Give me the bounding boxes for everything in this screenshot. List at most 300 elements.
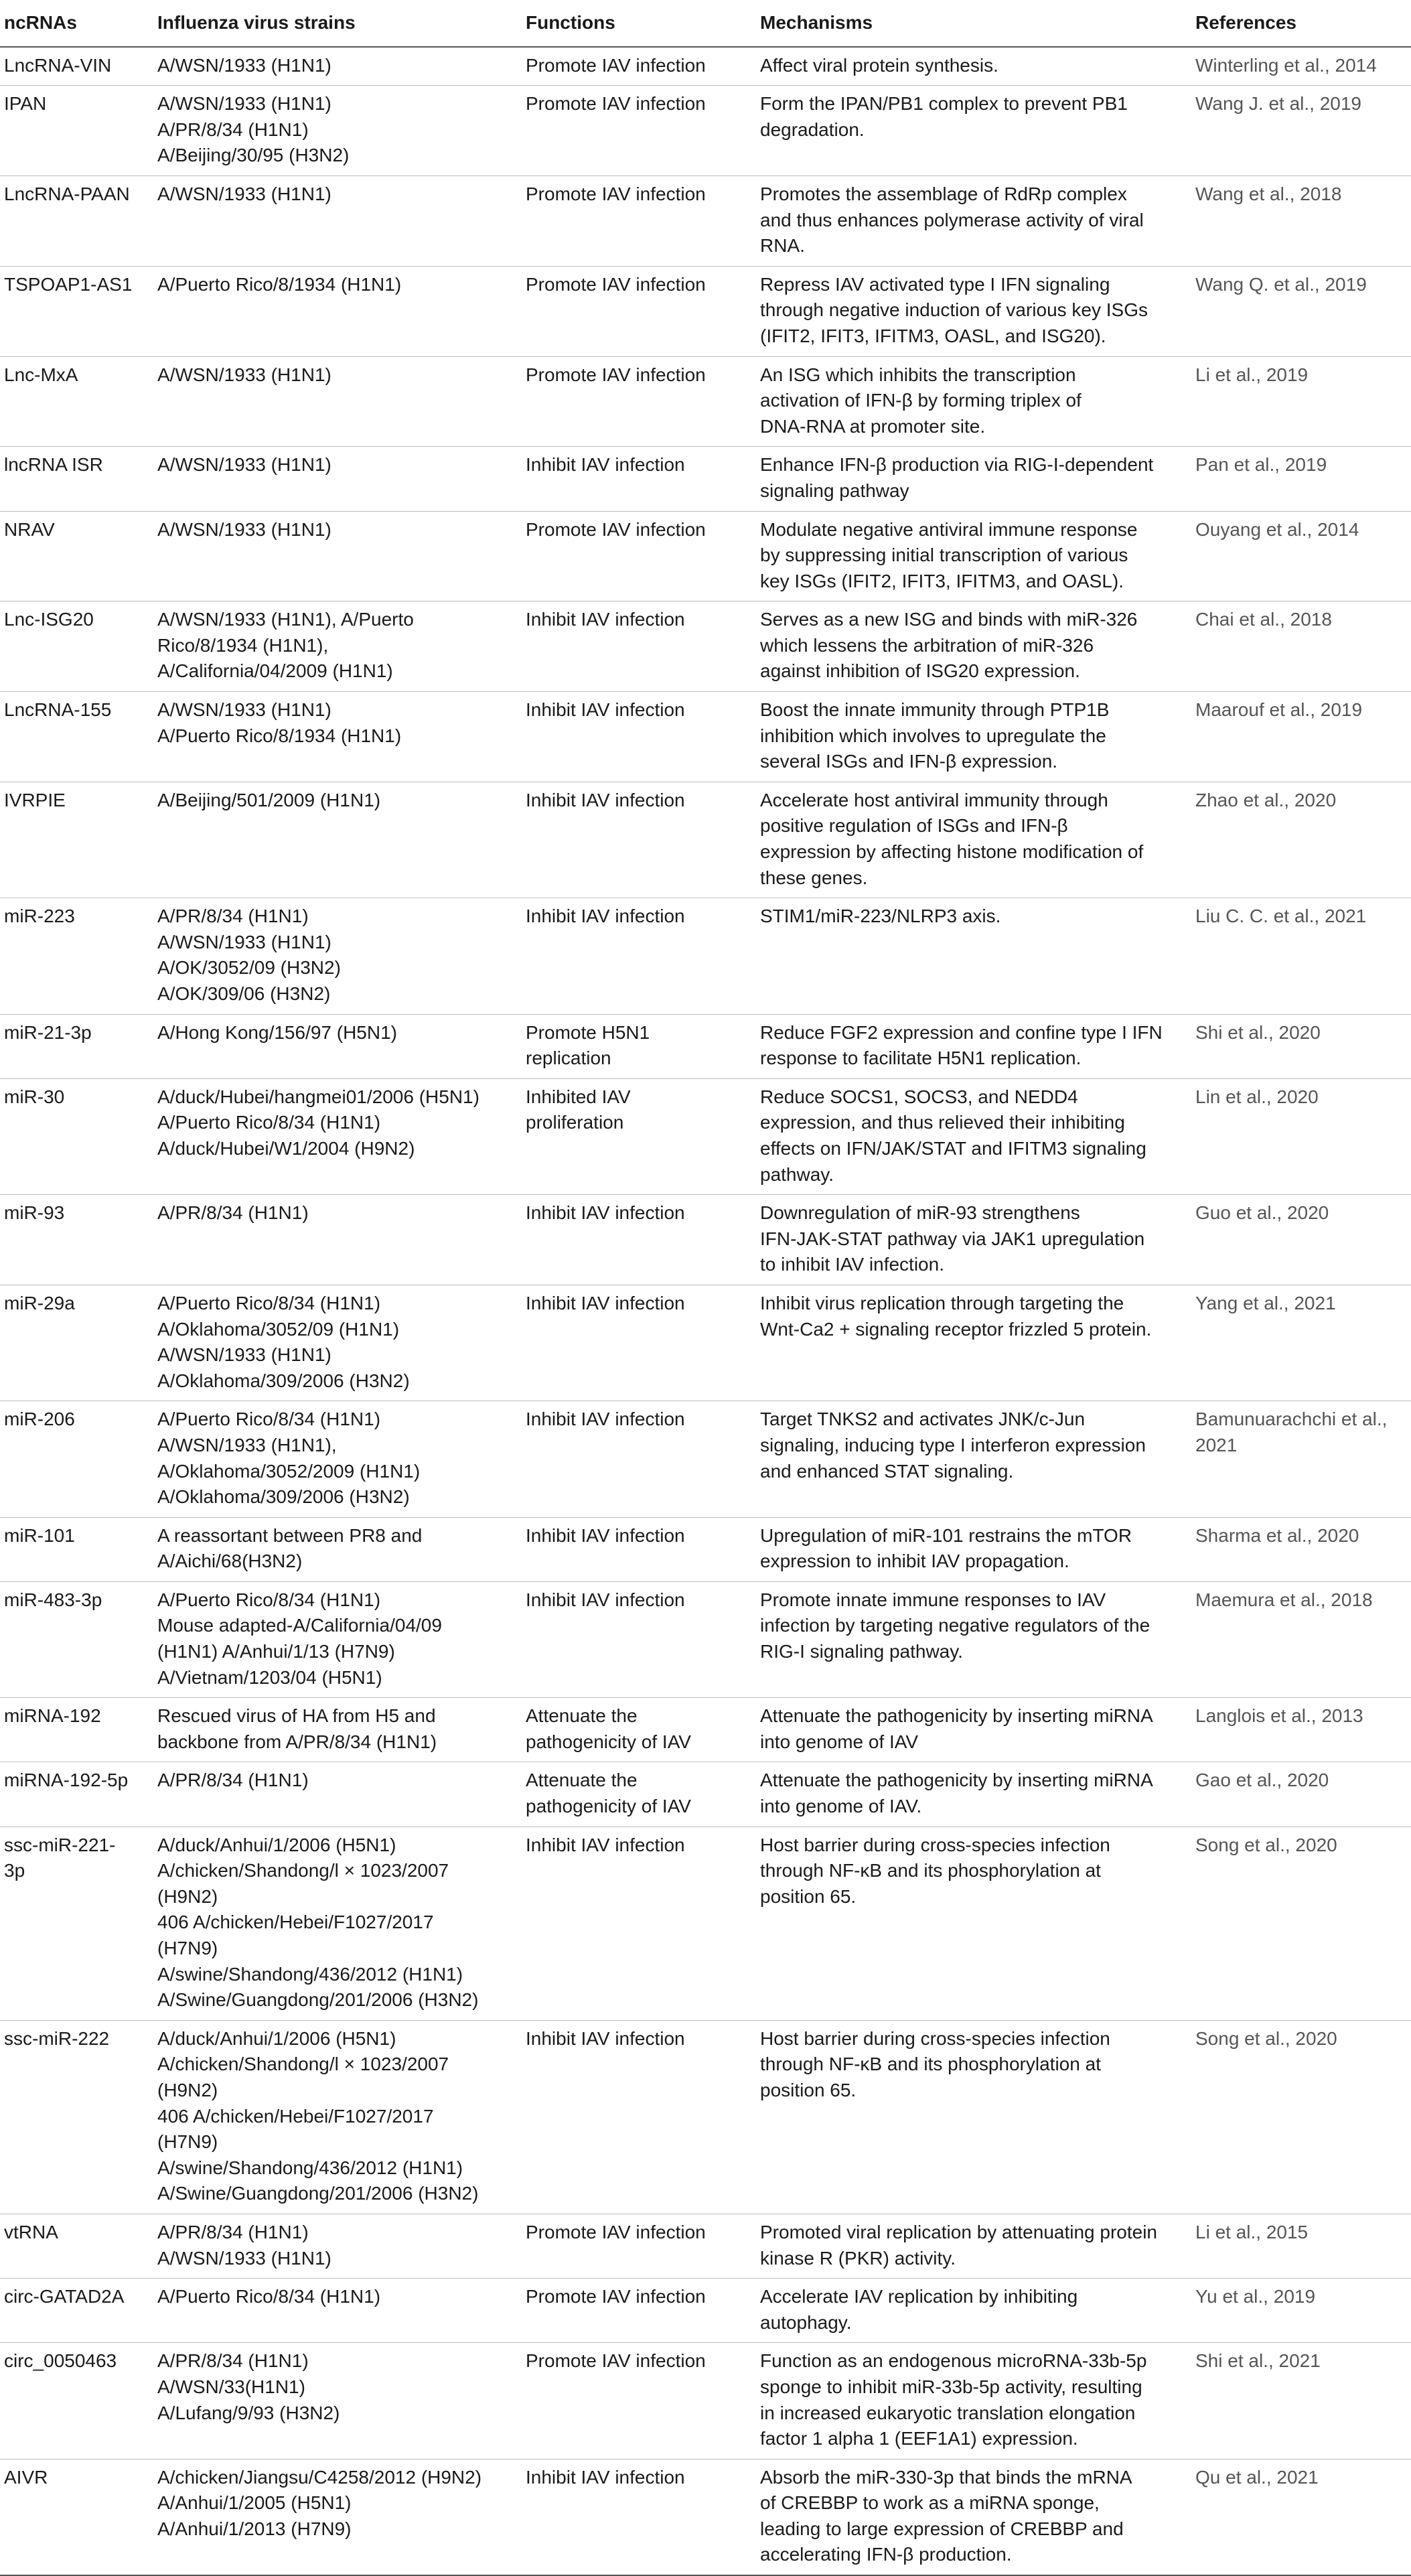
function-cell xyxy=(526,47,760,86)
mechanism-cell xyxy=(760,782,1195,898)
ncrna-cell xyxy=(0,1698,157,1762)
mechanism-line: Inhibit virus replication through targeting the xyxy=(760,1292,1124,1313)
reference-cell xyxy=(1195,1827,1411,2020)
strains-line: A/WSN/1933 (H1N1) xyxy=(157,699,331,721)
mechanism-line: into genome of IAV. xyxy=(760,1796,922,1817)
reference-cell xyxy=(1195,898,1411,1014)
reference-line: Maarouf et al., 2019 xyxy=(1195,699,1363,721)
ncrna-line: miRNA-192 xyxy=(4,1705,101,1727)
strains-cell xyxy=(157,1581,526,1697)
strains-line: A/PR/8/34 (H1N1) xyxy=(157,2221,309,2242)
reference-line: Bamunuarachchi et al., xyxy=(1195,1409,1388,1430)
strains-cell xyxy=(157,511,526,601)
ncrna-line: lncRNA ISR xyxy=(4,454,103,476)
function-cell xyxy=(526,601,760,692)
strains-line: A/WSN/1933 (H1N1), xyxy=(157,1434,337,1455)
function-cell xyxy=(526,1401,760,1517)
ncrna-line: miRNA-192-5p xyxy=(4,1770,129,1791)
mechanism-line: accelerating IFN-β production. xyxy=(760,2544,1012,2565)
ncrna-cell xyxy=(0,692,157,782)
ncrna-cell xyxy=(0,1078,157,1194)
ncrna-line: ssc-miR-221- xyxy=(4,1834,116,1855)
reference-line: Yu et al., 2019 xyxy=(1195,2286,1316,2307)
table-row xyxy=(0,356,1411,447)
strains-line: (H9N2) xyxy=(157,1885,218,1907)
reference-line: Lin et al., 2020 xyxy=(1195,1086,1319,1107)
strains-line: A/duck/Hubei/hangmei01/2006 (H5N1) xyxy=(157,1086,479,1107)
strains-line: A/Lufang/9/93 (H3N2) xyxy=(157,2402,340,2423)
mechanism-line: through NF-κB and its phosphorylation at xyxy=(760,1860,1101,1881)
function-line: Inhibited IAV xyxy=(526,1086,631,1107)
mechanism-line: Enhance IFN-β production via RIG-I-dependent xyxy=(760,454,1154,476)
strains-line: (H1N1) A/Anhui/1/13 (H7N9) xyxy=(157,1641,395,1662)
strains-line: A/WSN/1933 (H1N1) xyxy=(157,2247,331,2269)
reference-cell xyxy=(1195,447,1411,511)
strains-line: A/California/04/2009 (H1N1) xyxy=(157,660,393,682)
strains-line: A/Anhui/1/2005 (H5N1) xyxy=(157,2492,352,2514)
reference-cell xyxy=(1195,47,1411,86)
table-row xyxy=(0,266,1411,356)
mechanism-line: several ISGs and IFN-β expression. xyxy=(760,751,1058,772)
ncrna-line: vtRNA xyxy=(4,2221,58,2242)
function-line: Promote IAV infection xyxy=(526,518,706,540)
header-ncrnas: ncRNAs xyxy=(0,5,157,47)
function-cell xyxy=(526,1581,760,1697)
function-line: Inhibit IAV infection xyxy=(526,1409,685,1430)
reference-line: Shi et al., 2020 xyxy=(1195,1021,1321,1043)
mechanism-line: Absorb the miR-330-3p that binds the mRNA xyxy=(760,2466,1132,2488)
strains-cell xyxy=(157,1401,526,1517)
function-cell xyxy=(526,1014,760,1078)
function-line: Promote IAV infection xyxy=(526,2221,706,2242)
ncrna-line: Lnc-ISG20 xyxy=(4,609,94,630)
function-cell xyxy=(526,266,760,356)
mechanism-line: factor 1 alpha 1 (EEF1A1) expression. xyxy=(760,2428,1078,2449)
mechanism-line: signaling pathway xyxy=(760,480,909,501)
reference-line: 2021 xyxy=(1195,1434,1238,1455)
ncrna-line: NRAV xyxy=(4,518,55,540)
mechanism-line: RIG-I signaling pathway. xyxy=(760,1641,963,1662)
reference-cell xyxy=(1195,266,1411,356)
mechanism-line: Wnt-Ca2 + signaling receptor frizzled 5 protein. xyxy=(760,1318,1152,1340)
strains-line: Mouse adapted-A/California/04/09 xyxy=(157,1615,442,1636)
reference-line: Chai et al., 2018 xyxy=(1195,609,1332,630)
strains-line: A/duck/Anhui/1/2006 (H5N1) xyxy=(157,2027,396,2049)
function-line: Promote IAV infection xyxy=(526,364,706,385)
mechanism-line: activation of IFN-β by forming triplex of xyxy=(760,390,1082,411)
strains-line: A/Aichi/68(H3N2) xyxy=(157,1551,303,1572)
reference-line: Ouyang et al., 2014 xyxy=(1195,518,1359,540)
mechanism-cell xyxy=(760,1285,1195,1401)
reference-line: Liu C. C. et al., 2021 xyxy=(1195,906,1367,927)
mechanism-line: by suppressing initial transcription of various xyxy=(760,545,1128,566)
mechanism-line: An ISG which inhibits the transcription xyxy=(760,364,1076,385)
mechanism-line: Promoted viral replication by attenuating protein xyxy=(760,2221,1158,2242)
mechanism-line: positive regulation of ISGs and IFN-β xyxy=(760,815,1068,837)
strains-cell xyxy=(157,1762,526,1827)
function-cell xyxy=(526,1285,760,1401)
reference-cell xyxy=(1195,1014,1411,1078)
ncrna-cell xyxy=(0,2214,157,2278)
reference-cell xyxy=(1195,1078,1411,1194)
table-row xyxy=(0,1517,1411,1581)
strains-line: 406 A/chicken/Hebei/F1027/2017 xyxy=(157,2105,434,2127)
reference-cell xyxy=(1195,2020,1411,2214)
mechanism-cell xyxy=(760,1827,1195,2020)
reference-cell xyxy=(1195,2343,1411,2459)
reference-line: Sharma et al., 2020 xyxy=(1195,1524,1359,1546)
reference-line: Song et al., 2020 xyxy=(1195,1834,1337,1855)
ncrna-line: miR-223 xyxy=(4,906,75,927)
function-cell xyxy=(526,356,760,447)
mechanism-line: and thus enhances polymerase activity of viral xyxy=(760,209,1144,230)
table-row xyxy=(0,1401,1411,1517)
mechanism-line: Attenuate the pathogenicity by inserting miRNA xyxy=(760,1705,1153,1727)
ncrna-cell xyxy=(0,266,157,356)
strains-cell xyxy=(157,1827,526,2020)
mechanism-line: and enhanced STAT signaling. xyxy=(760,1460,1014,1482)
strains-cell xyxy=(157,692,526,782)
strains-cell xyxy=(157,86,526,176)
function-line: Inhibit IAV infection xyxy=(526,609,685,630)
mechanism-line: Reduce SOCS1, SOCS3, and NEDD4 xyxy=(760,1086,1078,1107)
strains-line: A/WSN/1933 (H1N1) xyxy=(157,183,331,204)
table-row xyxy=(0,898,1411,1014)
ncrna-line: LncRNA-PAAN xyxy=(4,183,130,204)
function-cell xyxy=(526,1517,760,1581)
header-functions: Functions xyxy=(526,5,760,47)
function-line: Inhibit IAV infection xyxy=(526,454,685,476)
strains-line: A/Oklahoma/309/2006 (H3N2) xyxy=(157,1370,410,1391)
mechanism-cell xyxy=(760,1762,1195,1827)
mechanism-line: Affect viral protein synthesis. xyxy=(760,54,998,76)
reference-line: Pan et al., 2019 xyxy=(1195,454,1327,476)
strains-line: A/WSN/1933 (H1N1), A/Puerto xyxy=(157,609,414,630)
strains-line: A/Beijing/30/95 (H3N2) xyxy=(157,145,350,166)
function-cell xyxy=(526,1827,760,2020)
reference-cell xyxy=(1195,692,1411,782)
ncrna-cell xyxy=(0,175,157,266)
reference-cell xyxy=(1195,175,1411,266)
mechanism-line: expression, and thus relieved their inhibiting xyxy=(760,1112,1125,1133)
mechanism-line: Downregulation of miR-93 strengthens xyxy=(760,1202,1080,1224)
reference-line: Shi et al., 2021 xyxy=(1195,2350,1321,2372)
mechanism-line: these genes. xyxy=(760,867,868,888)
mechanism-cell xyxy=(760,2214,1195,2278)
reference-cell xyxy=(1195,1698,1411,1762)
function-cell xyxy=(526,511,760,601)
strains-cell xyxy=(157,175,526,266)
function-cell xyxy=(526,1078,760,1194)
function-cell xyxy=(526,447,760,511)
mechanism-line: expression by affecting histone modification of xyxy=(760,841,1144,863)
mechanism-cell xyxy=(760,692,1195,782)
strains-line: A/WSN/1933 (H1N1) xyxy=(157,364,331,385)
reference-line: Wang J. et al., 2019 xyxy=(1195,93,1361,115)
strains-line: A/Oklahoma/309/2006 (H3N2) xyxy=(157,1486,410,1508)
reference-line: Yang et al., 2021 xyxy=(1195,1292,1336,1313)
strains-line: A/WSN/1933 (H1N1) xyxy=(157,1344,331,1366)
table-row xyxy=(0,447,1411,511)
strains-cell xyxy=(157,2343,526,2459)
strains-line: (H7N9) xyxy=(157,1938,218,1958)
reference-cell xyxy=(1195,1195,1411,1285)
ncrna-cell xyxy=(0,1517,157,1581)
strains-cell xyxy=(157,1285,526,1401)
mechanism-line: RNA. xyxy=(760,235,805,257)
strains-cell xyxy=(157,2214,526,2278)
mechanism-line: sponge to inhibit miR-33b-5p activity, resulting xyxy=(760,2376,1142,2397)
reference-line: Qu et al., 2021 xyxy=(1195,2466,1319,2488)
strains-line: A/Swine/Guangdong/201/2006 (H3N2) xyxy=(157,1989,479,2011)
mechanism-cell xyxy=(760,86,1195,176)
table-row xyxy=(0,2214,1411,2278)
strains-line: A/WSN/1933 (H1N1) xyxy=(157,93,331,115)
reference-cell xyxy=(1195,1762,1411,1827)
function-line: Inhibit IAV infection xyxy=(526,1292,685,1313)
mechanism-line: Modulate negative antiviral immune response xyxy=(760,518,1138,540)
ncrna-cell xyxy=(0,2459,157,2575)
mechanism-line: which lessens the arbitration of miR-326 xyxy=(760,634,1094,656)
reference-cell xyxy=(1195,511,1411,601)
mechanism-line: Reduce FGF2 expression and confine type I IFN xyxy=(760,1021,1163,1043)
mechanism-cell xyxy=(760,447,1195,511)
function-line: Attenuate the xyxy=(526,1770,638,1791)
reference-line: Zhao et al., 2020 xyxy=(1195,789,1337,810)
mechanism-cell xyxy=(760,1517,1195,1581)
table-row xyxy=(0,86,1411,176)
mechanism-line: position 65. xyxy=(760,1885,857,1907)
strains-line: A/WSN/1933 (H1N1) xyxy=(157,454,331,476)
strains-line: A/PR/8/34 (H1N1) xyxy=(157,1770,309,1791)
ncrna-table xyxy=(0,5,1411,2576)
strains-line: A/Hong Kong/156/97 (H5N1) xyxy=(157,1021,397,1043)
function-line: Inhibit IAV infection xyxy=(526,1834,685,1855)
table-row xyxy=(0,511,1411,601)
strains-line: Rico/8/1934 (H1N1), xyxy=(157,634,329,656)
header-mechanisms: Mechanisms xyxy=(760,5,1195,47)
table-body xyxy=(0,47,1411,2575)
mechanism-cell xyxy=(760,1581,1195,1697)
mechanism-cell xyxy=(760,1014,1195,1078)
mechanism-cell xyxy=(760,2343,1195,2459)
strains-line: backbone from A/PR/8/34 (H1N1) xyxy=(157,1731,437,1752)
table-row xyxy=(0,1762,1411,1827)
mechanism-line: into genome of IAV xyxy=(760,1731,919,1752)
function-cell xyxy=(526,1698,760,1762)
strains-cell xyxy=(157,2459,526,2575)
strains-line: A/Puerto Rico/8/1934 (H1N1) xyxy=(157,725,402,746)
mechanism-line: IFN-JAK-STAT pathway via JAK1 upregulation xyxy=(760,1228,1145,1249)
mechanism-line: Promote innate immune responses to IAV xyxy=(760,1589,1106,1610)
mechanism-line: DNA-RNA at promoter site. xyxy=(760,415,986,437)
header-strains: Influenza virus strains xyxy=(157,5,526,47)
ncrna-cell xyxy=(0,47,157,86)
function-line: Inhibit IAV infection xyxy=(526,2027,685,2049)
mechanism-line: Serves as a new ISG and binds with miR-326 xyxy=(760,609,1138,630)
reference-cell xyxy=(1195,1517,1411,1581)
reference-line: Li et al., 2015 xyxy=(1195,2221,1309,2242)
strains-line: A/PR/8/34 (H1N1) xyxy=(157,119,309,140)
reference-cell xyxy=(1195,782,1411,898)
function-line: Promote H5N1 xyxy=(526,1021,650,1043)
strains-line: A/WSN/1933 (H1N1) xyxy=(157,518,331,540)
ncrna-line: LncRNA-VIN xyxy=(4,54,112,76)
ncrna-line: 3p xyxy=(4,1860,25,1881)
function-line: Inhibit IAV infection xyxy=(526,906,685,927)
mechanism-line: Boost the innate immunity through PTP1B xyxy=(760,699,1110,721)
reference-line: Wang et al., 2018 xyxy=(1195,183,1342,204)
mechanism-line: effects on IFN/JAK/STAT and IFITM3 signaling xyxy=(760,1137,1146,1159)
strains-line: A/WSN/33(H1N1) xyxy=(157,2376,305,2397)
function-line: Promote IAV infection xyxy=(526,183,706,204)
ncrna-cell xyxy=(0,782,157,898)
table-row xyxy=(0,1698,1411,1762)
ncrna-cell xyxy=(0,1827,157,2020)
strains-cell xyxy=(157,2020,526,2214)
strains-line: A/Vietnam/1203/04 (H5N1) xyxy=(157,1666,382,1688)
mechanism-line: response to facilitate H5N1 replication. xyxy=(760,1048,1082,1069)
strains-cell xyxy=(157,1195,526,1285)
mechanism-cell xyxy=(760,1195,1195,1285)
strains-line: A/Puerto Rico/8/34 (H1N1) xyxy=(157,2286,381,2307)
strains-cell xyxy=(157,601,526,692)
ncrna-line: AIVR xyxy=(4,2466,48,2488)
reference-line: Maemura et al., 2018 xyxy=(1195,1589,1373,1610)
ncrna-cell xyxy=(0,1762,157,1827)
ncrna-cell xyxy=(0,1401,157,1517)
function-line: Inhibit IAV infection xyxy=(526,1202,685,1224)
function-cell xyxy=(526,2279,760,2343)
mechanism-cell xyxy=(760,356,1195,447)
ncrna-cell xyxy=(0,898,157,1014)
ncrna-line: miR-29a xyxy=(4,1292,75,1313)
strains-line: (H9N2) xyxy=(157,2079,218,2100)
mechanism-cell xyxy=(760,1401,1195,1517)
mechanism-line: Promotes the assemblage of RdRp complex xyxy=(760,183,1127,204)
reference-cell xyxy=(1195,2459,1411,2575)
strains-cell xyxy=(157,447,526,511)
strains-line: A/Puerto Rico/8/34 (H1N1) xyxy=(157,1409,381,1430)
strains-line: 406 A/chicken/Hebei/F1027/2017 xyxy=(157,1912,434,1933)
function-line: Inhibit IAV infection xyxy=(526,1524,685,1546)
strains-line: A/OK/3052/09 (H3N2) xyxy=(157,957,341,979)
mechanism-line: against inhibition of ISG20 expression. xyxy=(760,660,1080,682)
ncrna-cell xyxy=(0,2020,157,2214)
mechanism-cell xyxy=(760,2020,1195,2214)
reference-cell xyxy=(1195,86,1411,176)
function-line: Inhibit IAV infection xyxy=(526,699,685,721)
mechanism-line: through negative induction of various key ISGs xyxy=(760,299,1148,321)
strains-cell xyxy=(157,266,526,356)
reference-line: Song et al., 2020 xyxy=(1195,2027,1337,2049)
reference-cell xyxy=(1195,1581,1411,1697)
mechanism-cell xyxy=(760,601,1195,692)
table-row xyxy=(0,1078,1411,1194)
function-cell xyxy=(526,2214,760,2278)
mechanism-line: pathway. xyxy=(760,1163,834,1185)
mechanism-line: Attenuate the pathogenicity by inserting miRNA xyxy=(760,1770,1153,1791)
mechanism-line: autophagy. xyxy=(760,2311,852,2333)
strains-line: A/Oklahoma/3052/2009 (H1N1) xyxy=(157,1460,421,1482)
strains-line: A/Puerto Rico/8/1934 (H1N1) xyxy=(157,273,402,295)
function-cell xyxy=(526,175,760,266)
ncrna-cell xyxy=(0,356,157,447)
ncrna-cell xyxy=(0,601,157,692)
mechanism-line: (IFIT2, IFIT3, IFITM3, OASL, and ISG20). xyxy=(760,325,1106,346)
mechanism-cell xyxy=(760,47,1195,86)
strains-line: A/Swine/Guangdong/201/2006 (H3N2) xyxy=(157,2183,479,2204)
mechanism-line: Repress IAV activated type I IFN signaling xyxy=(760,273,1110,295)
reference-line: Wang Q. et al., 2019 xyxy=(1195,273,1367,295)
ncrna-line: IPAN xyxy=(4,93,47,115)
mechanism-cell xyxy=(760,2279,1195,2343)
mechanism-cell xyxy=(760,266,1195,356)
mechanism-line: Accelerate host antiviral immunity through xyxy=(760,789,1108,810)
reference-line: Guo et al., 2020 xyxy=(1195,1202,1329,1224)
strains-line: A reassortant between PR8 and xyxy=(157,1524,423,1546)
mechanism-line: leading to large expression of CREBBP and xyxy=(760,2518,1124,2539)
mechanism-line: of CREBBP to work as a miRNA sponge, xyxy=(760,2492,1100,2514)
ncrna-line: miR-93 xyxy=(4,1202,65,1224)
function-line: Inhibit IAV infection xyxy=(526,2466,685,2488)
strains-cell xyxy=(157,1014,526,1078)
mechanism-line: degradation. xyxy=(760,119,865,140)
function-cell xyxy=(526,1195,760,1285)
function-cell xyxy=(526,692,760,782)
function-line: pathogenicity of IAV xyxy=(526,1731,691,1752)
ncrna-cell xyxy=(0,86,157,176)
strains-line: A/Oklahoma/3052/09 (H1N1) xyxy=(157,1318,400,1340)
strains-line: A/WSN/1933 (H1N1) xyxy=(157,931,331,952)
table-row xyxy=(0,1581,1411,1697)
ncrna-cell xyxy=(0,2343,157,2459)
mechanism-line: in increased eukaryotic translation elongation xyxy=(760,2402,1136,2423)
reference-line: Winterling et al., 2014 xyxy=(1195,54,1377,76)
function-line: Attenuate the xyxy=(526,1705,638,1727)
table-row xyxy=(0,47,1411,86)
function-line: Promote IAV infection xyxy=(526,2350,706,2372)
mechanism-line: key ISGs (IFIT2, IFIT3, IFITM3, and OASL). xyxy=(760,570,1124,591)
table-row xyxy=(0,2279,1411,2343)
strains-line: A/chicken/Shandong/l × 1023/2007 xyxy=(157,1860,449,1881)
strains-line: A/Puerto Rico/8/34 (H1N1) xyxy=(157,1292,381,1313)
mechanism-line: Form the IPAN/PB1 complex to prevent PB1 xyxy=(760,93,1128,115)
function-cell xyxy=(526,1762,760,1827)
mechanism-line: to inhibit IAV infection. xyxy=(760,1254,944,1275)
mechanism-cell xyxy=(760,175,1195,266)
mechanism-line: STIM1/miR-223/NLRP3 axis. xyxy=(760,906,1001,927)
function-cell xyxy=(526,898,760,1014)
strains-line: A/PR/8/34 (H1N1) xyxy=(157,906,309,927)
table-header xyxy=(0,5,1411,47)
ncrna-cell xyxy=(0,1014,157,1078)
header-row xyxy=(0,5,1411,47)
strains-line: A/chicken/Shandong/l × 1023/2007 xyxy=(157,2054,449,2075)
strains-cell xyxy=(157,356,526,447)
function-line: Promote IAV infection xyxy=(526,2286,706,2307)
function-cell xyxy=(526,2020,760,2214)
reference-cell xyxy=(1195,601,1411,692)
ncrna-cell xyxy=(0,1581,157,1697)
strains-cell xyxy=(157,1078,526,1194)
strains-line: A/swine/Shandong/436/2012 (H1N1) xyxy=(157,1963,463,1985)
ncrna-line: miR-206 xyxy=(4,1409,75,1430)
ncrna-line: TSPOAP1-AS1 xyxy=(4,273,133,295)
ncrna-cell xyxy=(0,511,157,601)
mechanism-line: inhibition which involves to upregulate the xyxy=(760,725,1106,746)
strains-line: A/duck/Hubei/W1/2004 (H9N2) xyxy=(157,1137,415,1159)
